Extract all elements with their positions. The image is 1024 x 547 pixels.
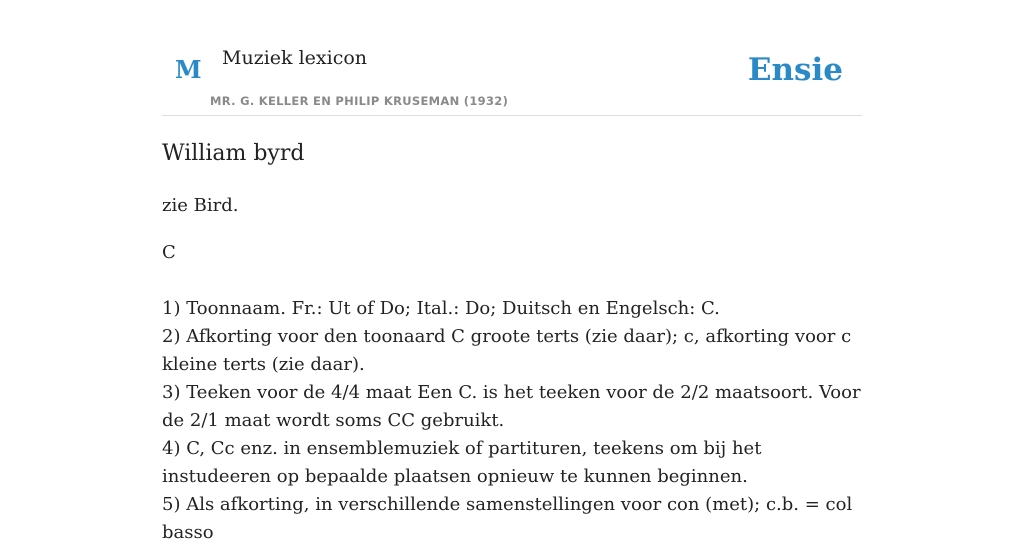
lexicon-header xyxy=(162,0,862,116)
definition-item: 4) C, Cc enz. in ensemblemuziek of partituren, teekens om bij het instudeeren op bepaalde plaatsen opnieuw te kunnen beginnen. xyxy=(162,438,762,487)
definition-item: 3) Teeken voor de 4/4 maat Een C. is het teeken voor de 2/2 maatsoort. Voor de 2/1 maat wordt soms CC gebruikt. xyxy=(162,382,861,431)
definition-item: 1) Toonnaam. Fr.: Ut of Do; Ital.: Do; Duitsch en Engelsch: C. xyxy=(162,298,720,319)
definition-item: 2) Afkorting voor den toonaard C groote terts (zie daar); c, afkorting voor c kleine terts (zie daar). xyxy=(162,326,852,375)
definition-list xyxy=(162,295,862,547)
content-container xyxy=(162,0,862,543)
see-also-text: zie Bird. xyxy=(162,195,239,216)
lexicon-logo[interactable]: M xyxy=(175,55,202,84)
entry-title: William byrd xyxy=(162,141,305,166)
lexicon-authors: MR. G. KELLER EN PHILIP KRUSEMAN (1932) xyxy=(210,94,509,108)
section-letter: C xyxy=(162,242,176,263)
ensie-logo[interactable]: Ensie xyxy=(747,52,843,88)
definition-item: 5) Als afkorting, in verschillende samenstellingen voor con (met); c.b. = col basso xyxy=(162,494,853,543)
lexicon-title[interactable]: Muziek lexicon xyxy=(222,47,368,69)
